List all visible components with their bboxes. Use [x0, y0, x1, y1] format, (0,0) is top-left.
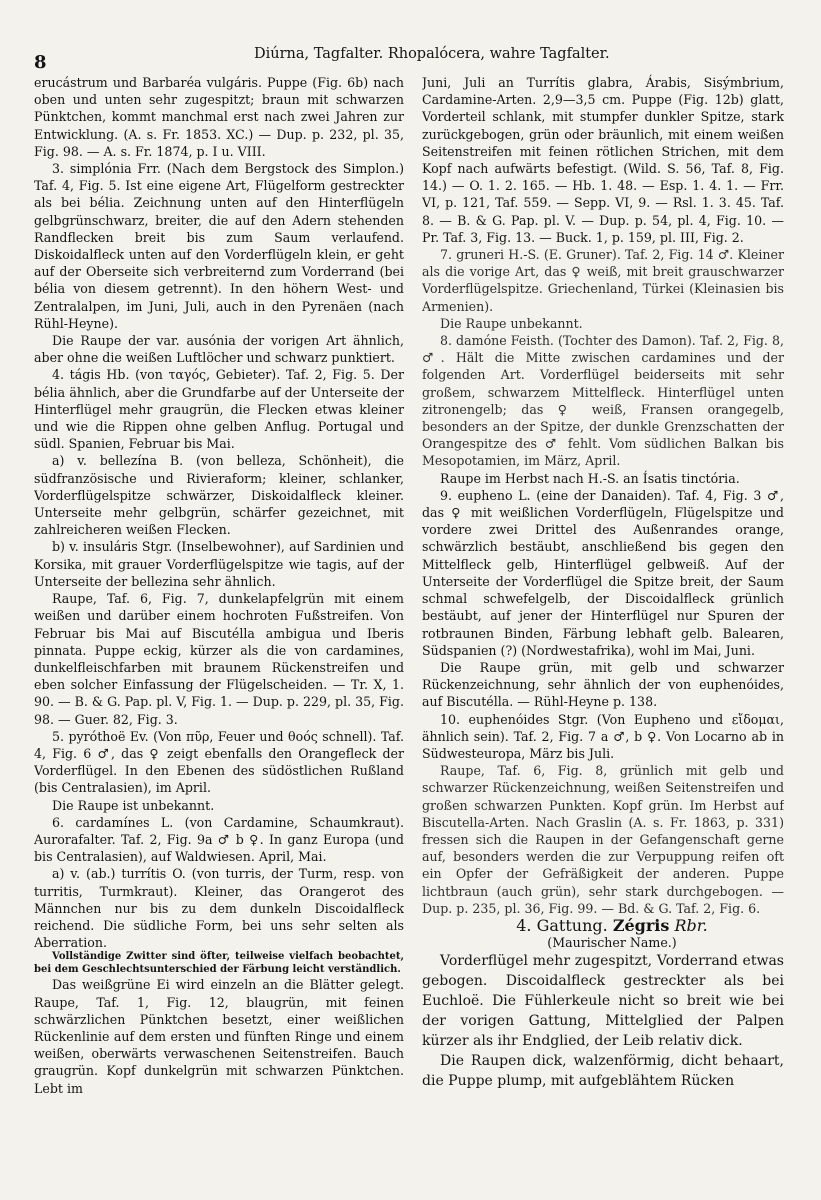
species-entry-eupheno: 9. eupheno L. (eine der Danaiden). Taf. 4, Fig. 3 ♂, das ♀ mit weißlichen Vorderflügeln, Flügelspitze und vordere zwei Drittel des Außenrandes orange, schwärzlich bestäubt, anschließend bis gegen den Mittelfleck gelb, Hinterflügel gelbweiß. Auf der Unterseite der Vorderflügel die Spitze breit, der Saum schmal schwefelgelb, der Discoidalfleck grünlich bestäubt, auf jener der Hinterflügel nur Spuren der rotbraunen Binden, Färbung lebhaft gelb. Balearen, Südspanien (?) (Nordwestafrika), wohl im Mai, Juni.	[422, 487, 784, 658]
paragraph: Die Raupe unbekannt.	[440, 315, 583, 331]
genus-author: Rbr.	[674, 915, 708, 935]
species-entry-damone: 8. damóne Feisth. (Tochter des Damon). Taf. 2, Fig. 8, ♂. Hält die Mitte zwischen cardamines und der folgenden Art. Vorderflügel beiderseits mit sehr großem, schwarzem Mittelfleck. Hinterflügel unten zitronengelb; das ♀ weiß, Fransen orangegelb, besonders an der Spitze, der dunkle Grenzschatten der Orangespitze des ♂ fehlt. Vom südlichen Balkan bis Mesopotamien, im März, April.	[422, 333, 784, 469]
paragraph: Die Raupe der var. ausónia der vorigen Art ähnlich, aber ohne die weißen Luftlöcher und schwarz punktiert.	[34, 333, 404, 366]
page-header	[34, 44, 784, 73]
species-entry-tagis: 4. tágis Hb. (von ταγός, Gebieter). Taf. 2, Fig. 5. Der bélia ähnlich, aber die Grundfarbe auf der Unterseite der Hinterflügel mehr graugrün, die Flecken etwas kleiner und wie die Rippen ohne gelben Anflug. Portugal und südl. Spanien, Februar bis Mai.	[34, 367, 404, 452]
species-entry-cardamines: 6. cardamínes L. (von Cardamine, Schaumkraut). Aurorafalter. Taf. 2, Fig. 9a ♂ b ♀. In ganz Europa (und bis Centralasien), auf Waldwiesen. April, Mai.	[34, 814, 404, 865]
running-title: Diúrna, Tagfalter. Rhopalócera, wahre Tagfalter.	[254, 46, 610, 62]
genus-heading	[422, 917, 784, 934]
species-entry-simplonia: 3. simplónia Frr. (Nach dem Bergstock des Simplon.) Taf. 4, Fig. 5. Ist eine eigene Art, Flügelform gestreckter als bei bélia. Zeichnung unten auf den Hinterflügeln gelbgrünschwarz, breiter, die auf den Adern stehenden Randflecken breit bis zum Saum verlaufend. Diskoidalfleck unten auf den Vorderflügeln klein, er geht auf der Oberseite sich verbreiternd zum Vorderrand (bei bélia von diesem getrennt). In den höhern West- und Zentralalpen, im Juni, Juli, auch in den Pyrenäen (nach Rühl-Heyne).	[34, 161, 404, 331]
variety-entry: b) v. insuláris Stgr. (Inselbewohner), auf Sardinien und Korsika, mit grauer Vorderflügelspitze wie tagis, auf der Unterseite der bellezina sehr ähnlich.	[34, 539, 404, 589]
genus-description: Vorderflügel mehr zugespitzt, Vorderrand etwas gebogen. Discoidalfleck gestreckter als bei Euchloë. Die Fühlerkeule nicht so breit wie bei der vorigen Gattung, Mittelglied der Palpen kürzer als ihr Endglied, der Leib relativ dick.	[422, 953, 784, 1050]
paragraph: erucástrum und Barbaréa vulgáris. Puppe (Fig. 6b) nach oben und unten sehr zugespitzt; braun mit schwarzen Pünktchen, kommt manchmal erst nach zwei Jahren zur Entwicklung. (A. s. Fr. 1853. XC.) — Dup. p. 232, pl. 35, Fig. 98. — A. s. Fr. 1874, p. I u. VIII.	[34, 75, 404, 159]
species-entry-pyrothoe: 5. pyróthoë Ev. (Von πῦρ, Feuer und θοός schnell). Taf. 4, Fig. 6 ♂, das ♀ zeigt ebenfalls den Orangefleck der Vorderflügel. In den Ebenen des südöstlichen Rußland (bis Centralasien), im April.	[34, 728, 404, 796]
small-print-note: Vollständige Zwitter sind öfter, teilweise vielfach beobachtet, bei dem Geschlechtsunterschied der Färbung leicht verständlich.	[34, 951, 404, 975]
variety-entry: a) v. bellezína B. (von belleza, Schönheit), die südfranzösische und Rivieraform; kleiner, schlanker, Vorderflügelspitze schwärzer, Diskoidalfleck kleiner. Unterseite mehr gelbgrün, schärfer gezeichnet, mit zahlreicheren weißen Flecken.	[34, 453, 404, 538]
right-column	[422, 74, 784, 1172]
paragraph: Juni, Juli an Turrítis glabra, Árabis, Sisýmbrium, Cardamine-Arten. 2,9—3,5 cm. Puppe (Fig. 12b) glatt, Vorderteil schlank, mit stumpfer dunkler Spitze, stark zurückgebogen, grün oder bräunlich, mit einem weißen Seitenstreifen mit feinen rötlichen Strichen, mit dem Kopf nach aufwärts befestigt. (Wild. S. 56, Taf. 8, Fig. 14.) — O. 1. 2. 165. — Hb. 1. 48. — Esp. 1. 4. 1. — Frr. VI, p. 121, Taf. 559. — Sepp. VI, 9. — Rsl. 1. 3. 45. Taf. 8. — B. & G. Pap. pl. V. — Dup. p. 54, pl. 4, Fig. 10. — Pr. Taf. 3, Fig. 13. — Buck. 1, p. 159, pl. III, Fig. 2.	[422, 75, 784, 245]
paragraph: Raupe, Taf. 6, Fig. 8, grünlich mit gelb und schwarzer Rückenzeichnung, weißen Seitenstreifen und großen schwarzen Punkten. Kopf grün. Im Herbst auf Biscutella-Arten. Nach Graslin (A. s. Fr. 1863, p. 331) fressen sich die Raupen in der Gefangenschaft gerne auf, besonders werden die zur Verpuppung reifen oft ein Opfer der Gefräßigkeit der anderen. Puppe lichtbraun (auch grün), sehr stark durchgebogen. — Dup. p. 235, pl. 36, Fig. 99. — Bd. & G. Taf. 2, Fig. 6.	[422, 763, 784, 916]
genus-name: Zégris	[612, 915, 670, 935]
paragraph: Das weißgrüne Ei wird einzeln an die Blätter gelegt. Raupe, Taf. 1, Fig. 12, blaugrün, mit feinen schwärzlichen Pünktchen besetzt, einer weißlichen Rückenlinie auf dem ersten und fünften Ringe und einem weißen, oberwärts verwaschenen Seitenstreifen. Bauch graugrün. Kopf dunkelgrün mit schwarzen Pünktchen. Lebt im	[34, 977, 404, 1096]
page-number: 8	[34, 52, 47, 73]
paragraph: Raupe, Taf. 6, Fig. 7, dunkelapfelgrün mit einem weißen und darüber einem hochroten Fußstreifen. Von Februar bis Mai auf Biscutélla ambigua und Iberis pinnata. Puppe eckig, kürzer als die von cardamines, dunkelfleischfarben mit braunem Rückenstreifen und eben solcher Einfassung der Flügelscheiden. — Tr. X, 1. 90. — B. & G. Pap. pl. V, Fig. 1. — Dup. p. 229, pl. 35, Fig. 98. — Guer. 82, Fig. 3.	[34, 591, 404, 727]
genus-description: Die Raupen dick, walzenförmig, dicht behaart, die Puppe plump, mit aufgeblähtem Rücken	[422, 1053, 784, 1090]
genus-subtitle: (Maurischer Name.)	[547, 935, 677, 951]
species-entry-gruneri: 7. gruneri H.-S. (E. Gruner). Taf. 2, Fig. 14 ♂. Kleiner als die vorige Art, das ♀ weiß, mit breit grauschwarzer Vorderflügelspitze. Griechenland, Türkei (Kleinasien bis Armenien).	[422, 247, 784, 314]
paragraph: Die Raupe ist unbekannt.	[52, 797, 215, 813]
left-column	[34, 74, 404, 1172]
paragraph: Raupe im Herbst nach H.-S. an Ísatis tinctória.	[440, 470, 740, 486]
paragraph: Die Raupe grün, mit gelb und schwarzer Rückenzeichnung, sehr ähnlich der von euphenóides, auf Biscutélla. — Rühl-Heyne p. 138.	[422, 659, 784, 710]
species-entry-euphenoides: 10. euphenóides Stgr. (Von Eupheno und εἴδομαι, ähnlich sein). Taf. 2, Fig. 7 a ♂, b ♀. Von Locarno ab in Südwesteuropa, März bis Juli.	[422, 711, 784, 761]
variety-entry: a) v. (ab.) turrítis O. (von turris, der Turm, resp. von turritis, Turmkraut). Kleiner, das Orangerot des Männchen nur bis zu dem dunkeln Discoidalfleck reichend. Die südliche Form, bei uns sehr selten als Aberration.	[34, 866, 404, 951]
genus-heading-prefix: 4. Gattung.	[516, 915, 608, 935]
